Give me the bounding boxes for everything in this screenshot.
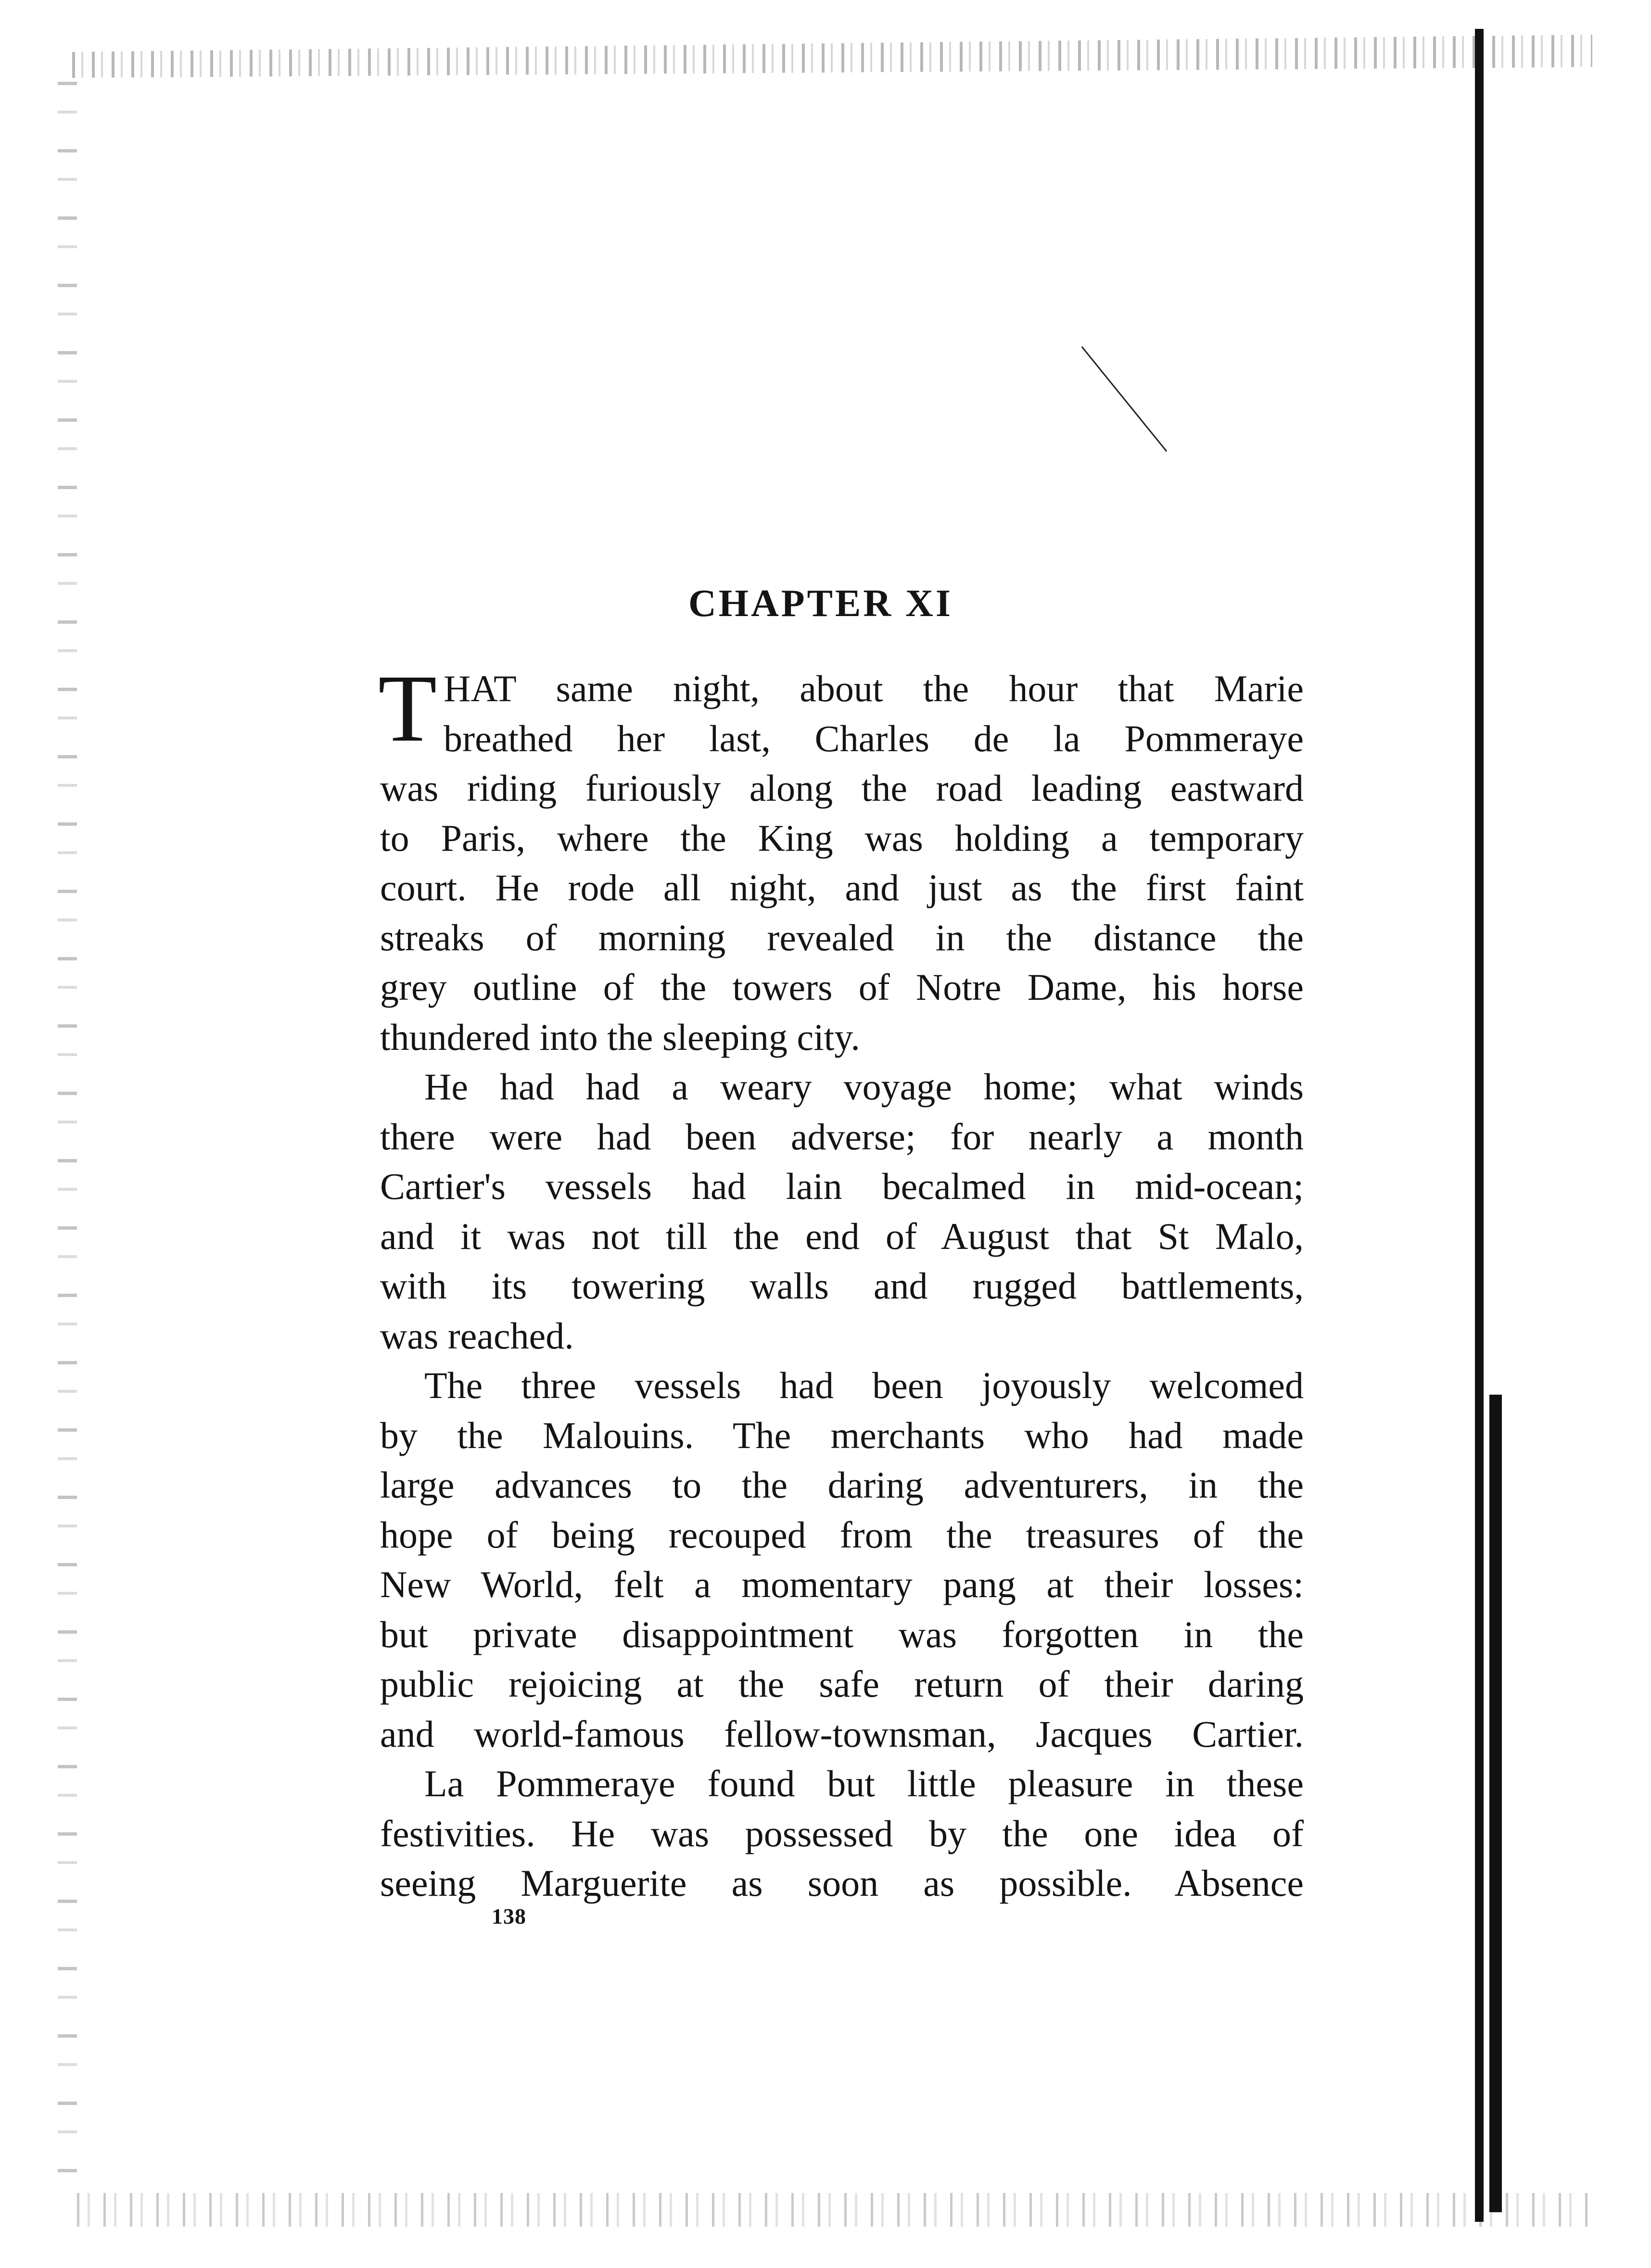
text-line: but private disappointment was forgotten in the bbox=[380, 1613, 1304, 1655]
paragraph-3 bbox=[380, 1361, 1304, 1759]
scan-edge-top bbox=[72, 35, 1592, 78]
paragraph-2 bbox=[380, 1062, 1304, 1361]
text-line: and world-famous fellow-townsman, Jacques Cartier. bbox=[380, 1713, 1304, 1755]
text-line: court. He rode all night, and just as the first faint bbox=[380, 867, 1304, 908]
text-line: with its towering walls and rugged battlements, bbox=[380, 1265, 1304, 1307]
text-line: New World, felt a momentary pang at their losses: bbox=[380, 1563, 1304, 1605]
text-line: The three vessels had been joyously welcomed bbox=[424, 1364, 1304, 1406]
text-line: festivities. He was possessed by the one idea of bbox=[380, 1812, 1304, 1854]
text-line: by the Malouins. The merchants who had made bbox=[380, 1414, 1304, 1456]
paragraph-4 bbox=[380, 1759, 1304, 1908]
text-line: to Paris, where the King was holding a temporary bbox=[380, 817, 1304, 859]
scan-edge-bottom bbox=[77, 2193, 1592, 2227]
scan-edge-left bbox=[58, 82, 77, 2198]
text-line: Cartier's vessels had lain becalmed in mid-ocean; bbox=[380, 1165, 1304, 1207]
text-line: He had had a weary voyage home; what winds bbox=[424, 1066, 1304, 1108]
chapter-body bbox=[378, 655, 1304, 1908]
text-line: was riding furiously along the road leading eastward bbox=[380, 767, 1304, 809]
text-line: seeing Marguerite as soon as possible. Absence bbox=[380, 1862, 1304, 1904]
scan-spine-shadow bbox=[1475, 29, 1484, 2222]
chapter-heading: CHAPTER XI bbox=[688, 582, 953, 625]
text-line: breathed her last, Charles de la Pommeraye bbox=[444, 717, 1304, 759]
text-line: grey outline of the towers of Notre Dame, his horse bbox=[380, 966, 1304, 1008]
text-line: large advances to the daring adventurers, in the bbox=[380, 1464, 1304, 1506]
text-line: HAT same night, about the hour that Marie bbox=[444, 668, 1304, 709]
text-line: public rejoicing at the safe return of their daring bbox=[380, 1663, 1304, 1705]
text-line: streaks of morning revealed in the distance the bbox=[380, 916, 1304, 958]
scan-stray-mark bbox=[1081, 346, 1168, 452]
scan-spine-shadow-thick bbox=[1489, 1395, 1502, 2212]
paragraph-1 bbox=[378, 655, 1304, 1062]
text-line: there were had been adverse; for nearly a month bbox=[380, 1115, 1304, 1158]
page-number: 138 bbox=[492, 1904, 526, 1928]
text-line: hope of being recouped from the treasures of the bbox=[380, 1513, 1304, 1556]
text-line: thundered into the sleeping city. bbox=[380, 1016, 860, 1058]
text-line: La Pommeraye found but little pleasure in these bbox=[424, 1763, 1304, 1804]
text-line: was reached. bbox=[380, 1314, 574, 1357]
text-line: and it was not till the end of August that St Malo, bbox=[380, 1215, 1304, 1257]
drop-cap: T bbox=[378, 655, 437, 762]
